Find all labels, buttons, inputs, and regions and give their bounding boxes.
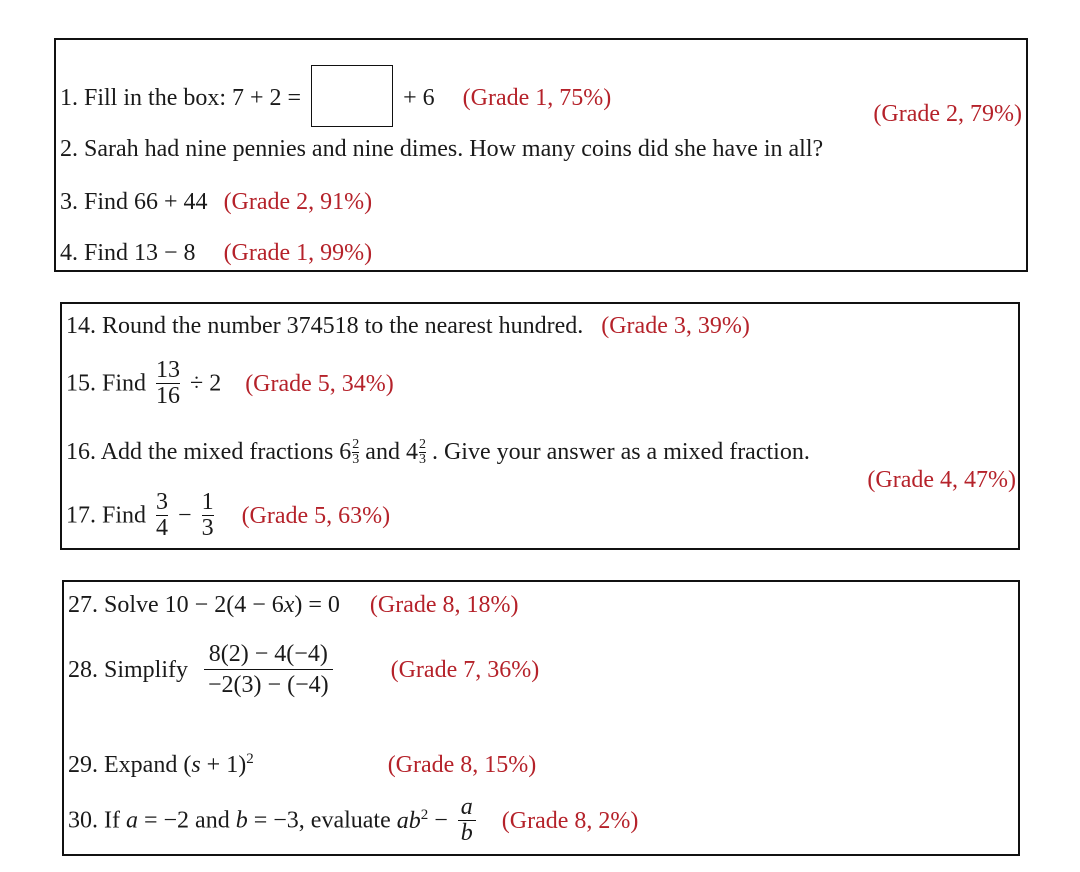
q30-b-eq: = −3, evaluate [253,807,391,834]
q15-number: 15. [66,370,96,397]
q28-fraction-denominator: −2(3) − (−4) [204,669,333,698]
q17-fraction-1 [156,490,168,541]
q1-rhs: + 6 [403,85,435,111]
q1-number: 1. [60,85,78,111]
q30-minus: − [434,807,448,834]
q16-mixed1-denominator: 3 [352,452,360,467]
q15-fraction-denominator: 16 [156,383,181,410]
q29-after: + 1) [200,752,247,778]
q16-grade: (Grade 4, 47%) [867,467,1016,493]
question-3 [60,190,372,214]
q30-fraction-numerator: a [460,794,473,820]
q17-fraction-1-numerator: 3 [156,489,169,515]
q28-fraction [204,642,333,698]
q28-text: Simplify [104,657,189,684]
q30-ab: ab [396,808,421,835]
q14-number: 14. [66,313,96,339]
q30-exponent: 2 [420,807,429,824]
question-4 [60,241,372,265]
q15-text: Find [102,370,147,397]
question-1 [60,65,611,127]
q27-number: 27. [68,592,98,618]
q1-text: Fill in the box: [84,85,227,111]
q27-after: ) = 0 [294,592,340,618]
question-30 [68,795,638,846]
q17-fraction-1-denominator: 4 [156,515,169,542]
q17-number: 17. [66,502,96,529]
q2-grade: (Grade 2, 79%) [873,101,1022,127]
q29-variable: s [191,752,201,778]
q16-mixed2-fraction [419,438,426,467]
question-17 [66,490,390,541]
q29-exponent: 2 [246,751,254,767]
q14-grade: (Grade 3, 39%) [601,313,750,339]
q29-text: Expand ( [104,752,192,778]
q2-text: Sarah had nine pennies and nine dimes. How many coins did she have in all? [84,136,824,162]
q30-a: a [125,807,138,834]
question-15 [66,358,394,409]
q16-mixed1-fraction [352,438,359,467]
q17-fraction-2-denominator: 3 [201,515,214,542]
question-16 [66,438,810,467]
q30-b: b [235,807,248,834]
q17-text: Find [102,502,147,529]
question-28 [68,642,539,698]
q16-mixed1-numerator: 2 [352,437,360,452]
q14-text: Round the number 374518 to the nearest hundred. [102,313,584,339]
q30-fraction-denominator: b [458,820,476,846]
q4-number: 4. [60,240,78,266]
q17-grade: (Grade 5, 63%) [241,502,391,529]
question-14 [66,314,750,338]
question-29 [68,752,536,777]
q3-grade: (Grade 2, 91%) [223,189,373,215]
q30-fraction [458,795,476,846]
q3-number: 3. [60,189,78,215]
q15-after: ÷ 2 [190,370,222,397]
q17-fraction-2 [202,490,214,541]
q16-mixed2-numerator: 2 [418,437,426,452]
q30-a-eq: = −2 and [143,807,230,834]
q16-after: . Give your answer as a mixed fraction. [431,439,810,465]
q16-mixed2-denominator: 3 [418,452,426,467]
question-27 [68,593,519,617]
q27-text: Solve 10 − 2(4 − 6 [104,592,284,618]
q27-grade: (Grade 8, 18%) [369,592,519,618]
q16-mixed1-whole: 6 [339,439,352,465]
q17-minus: − [178,502,192,529]
q28-grade: (Grade 7, 36%) [390,657,540,684]
q15-fraction [156,358,180,409]
q30-grade: (Grade 8, 2%) [501,807,639,834]
q3-text: Find 66 + 44 [84,189,208,215]
q1-grade: (Grade 1, 75%) [462,85,612,111]
q30-number: 30. [68,807,98,834]
answer-box [311,65,393,127]
q30-text: If [104,807,120,834]
q2-number: 2. [60,136,78,162]
q1-lhs: 7 + 2 = [232,85,302,111]
q16-text: Add the mixed fractions [100,439,334,465]
q15-grade: (Grade 5, 34%) [245,370,394,397]
question-2 [60,137,823,161]
q4-grade: (Grade 1, 99%) [223,240,373,266]
q29-number: 29. [68,752,98,778]
q29-grade: (Grade 8, 15%) [387,752,537,778]
q15-fraction-numerator: 13 [156,357,181,383]
q17-fraction-2-numerator: 1 [201,489,214,515]
q4-text: Find 13 − 8 [84,240,196,266]
q16-mixed2-whole: 4 [405,439,418,465]
q27-variable: x [283,592,295,618]
q16-number: 16. [66,439,96,465]
q16-and: and [365,439,400,465]
q28-number: 28. [68,657,98,684]
q28-fraction-numerator: 8(2) − 4(−4) [208,641,328,667]
